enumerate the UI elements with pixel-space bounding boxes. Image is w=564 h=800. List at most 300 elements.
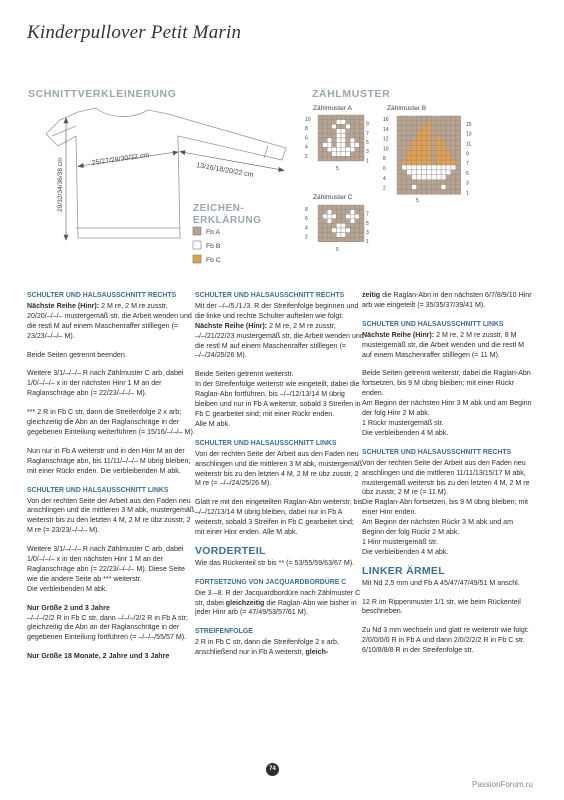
chart-cell	[431, 121, 436, 126]
chart-cell	[426, 185, 431, 190]
chart-c-grid	[318, 205, 364, 242]
chart-cell	[431, 116, 436, 121]
chart-cell	[412, 131, 417, 136]
page-number: 74	[266, 763, 279, 776]
zaehlmuster-title: ZÄHLMUSTER	[312, 88, 391, 100]
chart-cell	[446, 180, 451, 185]
legend-swatch-c	[193, 255, 201, 263]
chart-cell	[441, 116, 446, 121]
chart-cell	[341, 129, 346, 134]
row-number: 5	[336, 247, 339, 253]
paragraph: 1 Hinr mustergemäß str.	[362, 537, 439, 546]
chart-cell	[412, 126, 417, 131]
chart-cell	[422, 175, 427, 180]
chart-cell	[327, 133, 332, 138]
chart-cell	[323, 205, 328, 210]
chart-cell	[327, 115, 332, 120]
chart-cell	[327, 219, 332, 224]
chart-cell	[327, 205, 332, 210]
chart-cell	[318, 147, 323, 152]
paragraph: –/–/–/2/2 R in Fb C str, dann –/–/–/2/2 R in Fb A str; gleichzeitig die Abn an der Raglanschräge in der gegebenen Einteilung fortführen (= –/–/–/55/57 M).	[27, 613, 188, 642]
chart-cell	[336, 223, 341, 228]
chart-cell	[359, 147, 364, 152]
chart-cell	[451, 175, 456, 180]
chart-cell	[412, 121, 417, 126]
chart-cell	[359, 228, 364, 233]
chart-cell	[350, 129, 355, 134]
bold-lead: Nächste Reihe (Hinr):	[27, 301, 100, 310]
chart-cell	[451, 165, 456, 170]
chart-cell	[436, 126, 441, 131]
heading-schulter-links: SCHULTER UND HALSAUSSCHNITT LINKS	[27, 486, 169, 494]
legend-title-2: ERKLÄRUNG	[193, 215, 262, 226]
chart-cell	[318, 205, 323, 210]
chart-cell	[431, 145, 436, 150]
chart-cell	[318, 133, 323, 138]
chart-cell	[426, 160, 431, 165]
chart-cell	[441, 136, 446, 141]
chart-cell	[359, 120, 364, 125]
chart-cell	[407, 170, 412, 175]
chart-cell	[412, 175, 417, 180]
text-column-3	[362, 291, 532, 665]
chart-cell	[318, 237, 323, 242]
row-number: 2	[305, 153, 308, 160]
chart-cell	[412, 180, 417, 185]
chart-cell	[431, 160, 436, 165]
chart-cell	[422, 141, 427, 146]
label-c: Zählmuster C	[313, 194, 353, 201]
bold-lead: Nächste Reihe (Hinr):	[362, 330, 435, 339]
chart-cell	[355, 115, 360, 120]
chart-cell	[359, 115, 364, 120]
chart-cell	[422, 116, 427, 121]
chart-cell	[417, 121, 422, 126]
chart-cell	[397, 190, 402, 195]
chart-cell	[412, 145, 417, 150]
chart-cell	[417, 131, 422, 136]
chart-cell	[426, 131, 431, 136]
row-number: 2	[305, 234, 308, 241]
chart-cell	[323, 138, 328, 143]
chart-cell	[456, 141, 461, 146]
chart-cell	[346, 138, 351, 143]
chart-cell	[446, 170, 451, 175]
chart-cell	[407, 116, 412, 121]
row-number: 9	[366, 121, 369, 128]
chart-cell	[359, 233, 364, 238]
paragraph: 6/10/8/8/8 R in der Streifenfolge str.	[362, 646, 474, 655]
chart-a-grid	[318, 115, 364, 161]
chart-cell	[336, 214, 341, 219]
chart-cell	[426, 145, 431, 150]
paragraph: 2 M re, 2 M re zusstr, –/–/21/22/23 mustergemäß str, die Arbeit wenden und die restl M auf einem Maschenraffer stilllegen (= –/–/24/25/26 M).	[195, 321, 364, 360]
chart-cell	[446, 160, 451, 165]
chart-cell	[446, 116, 451, 121]
chart-cell	[446, 155, 451, 160]
chart-cell	[341, 156, 346, 161]
chart-cell	[426, 175, 431, 180]
chart-cell	[346, 156, 351, 161]
row-number: 1	[366, 158, 369, 165]
bold-lead: Nächste Reihe (Hinr):	[195, 321, 268, 330]
chart-cell	[336, 129, 341, 134]
chart-cell	[397, 141, 402, 146]
chart-cell	[451, 180, 456, 185]
chart-cell	[397, 131, 402, 136]
chart-cell	[436, 165, 441, 170]
chart-cell	[412, 170, 417, 175]
chart-cell	[402, 160, 407, 165]
chart-cell	[323, 233, 328, 238]
paragraph: Von der rechten Seite der Arbeit aus den Faden neu anschlingen und die mittleren 3 M abk, mustergemäß weiterstr bis zu den letzten 4 M, 2 M re übz zusstr, 2 M re (= –/–/24/25/26 M).	[195, 449, 363, 488]
chart-cell	[318, 120, 323, 125]
chart-cell	[422, 131, 427, 136]
paragraph: Am Beginn der nächsten Hinr 3 M abk und am Beginn der folg Hinr 2 M abk.	[362, 399, 532, 418]
chart-cell	[451, 185, 456, 190]
paragraph: Am Beginn der nächsten Rückr 3 M abk und am Beginn der folg Rückr 2 M abk.	[362, 518, 514, 537]
chart-cell	[359, 237, 364, 242]
chart-cell	[350, 143, 355, 148]
chart-cell	[350, 152, 355, 157]
row-number: 6	[383, 166, 386, 172]
chart-cell	[318, 214, 323, 219]
chart-cell	[451, 136, 456, 141]
chart-cell	[327, 129, 332, 134]
row-number: 8	[305, 207, 308, 213]
chart-cell	[431, 185, 436, 190]
chart-cell	[355, 143, 360, 148]
row-number: 7	[366, 211, 369, 218]
heading-linker-aermel: LINKER ÄRMEL	[362, 564, 445, 577]
chart-cell	[327, 214, 332, 219]
chart-cell	[412, 160, 417, 165]
chart-cell	[336, 228, 341, 233]
chart-cell	[412, 116, 417, 121]
chart-cell	[446, 145, 451, 150]
chart-cell	[327, 228, 332, 233]
chart-cell	[431, 180, 436, 185]
paragraph: In der Streifenfolge weiterstr wie eingeteilt, dabei die Raglan-Abn fortführen, bis –/–/12/13/14 M übrig bleiben und nur in Fb A weiterstr, sobald 3 Streifen in Fb C gearbeitet sind; mit einer Rückr enden.	[195, 380, 361, 418]
chart-cell	[431, 150, 436, 155]
paragraph: Weitere 3/1/–/–/– R nach Zählmuster C arb, dabei 1/0/–/–/– x in der nächsten Hinr 1 M an der Raglanschräge abn (= 22/23/–/–/– M).	[27, 369, 184, 398]
chart-cell	[412, 136, 417, 141]
paragraph: Die 3.–8. R der Jacquardbordüre nach Zählmuster C str, dabei	[195, 588, 361, 607]
chart-cell	[456, 160, 461, 165]
chart-cell	[397, 155, 402, 160]
chart-cell	[341, 124, 346, 129]
chart-cell	[407, 136, 412, 141]
chart-cell	[446, 126, 451, 131]
chart-cell	[318, 152, 323, 157]
chart-cell	[332, 147, 337, 152]
chart-cell	[336, 138, 341, 143]
heading-schulter-rechts-2: SCHULTER UND HALSAUSSCHNITT RECHTS	[195, 292, 345, 299]
row-number: 8	[305, 126, 308, 133]
chart-cell	[341, 214, 346, 219]
chart-cell	[417, 141, 422, 146]
chart-cell	[332, 156, 337, 161]
chart-cell	[397, 116, 402, 121]
chart-cell	[436, 141, 441, 146]
chart-cell	[456, 175, 461, 180]
row-number: 2	[383, 185, 386, 192]
chart-cell	[327, 237, 332, 242]
chart-cell	[318, 228, 323, 233]
chart-cell	[412, 185, 417, 190]
chart-cell	[402, 136, 407, 141]
chart-cell	[456, 165, 461, 170]
chart-cell	[350, 115, 355, 120]
chart-cell	[332, 205, 337, 210]
chart-cell	[318, 210, 323, 215]
heading-schulter-links-3: SCHULTER UND HALSAUSSCHNITT LINKS	[362, 320, 504, 328]
chart-cell	[441, 180, 446, 185]
chart-cell	[451, 170, 456, 175]
chart-cell	[327, 120, 332, 125]
chart-cell	[456, 190, 461, 195]
chart-cell	[402, 170, 407, 175]
chart-cell	[350, 205, 355, 210]
chart-cell	[417, 126, 422, 131]
chart-cell	[341, 210, 346, 215]
row-number: 16	[383, 117, 389, 123]
legend-label-c: Fb C	[206, 257, 221, 264]
chart-cell	[422, 160, 427, 165]
chart-cell	[431, 175, 436, 180]
row-number: 15	[466, 121, 472, 128]
chart-cell	[436, 160, 441, 165]
chart-cell	[355, 214, 360, 219]
paragraph: Beide Seiten getrennt weiterstr.	[195, 370, 294, 379]
chart-cell	[402, 180, 407, 185]
chart-cell	[341, 228, 346, 233]
chart-cell	[332, 223, 337, 228]
chart-cell	[441, 165, 446, 170]
chart-cell	[431, 131, 436, 136]
chart-cell	[426, 141, 431, 146]
chart-cell	[407, 165, 412, 170]
chart-cell	[397, 160, 402, 165]
chart-cell	[318, 233, 323, 238]
label-a: Zählmuster A	[313, 105, 352, 112]
chart-cell	[341, 143, 346, 148]
chart-cell	[355, 120, 360, 125]
chart-cell	[426, 150, 431, 155]
chart-cell	[436, 136, 441, 141]
chart-cell	[323, 133, 328, 138]
row-number: 5	[336, 166, 339, 172]
chart-cell	[456, 136, 461, 141]
chart-b-grid	[397, 116, 461, 194]
chart-cell	[336, 152, 341, 157]
chart-cell	[417, 155, 422, 160]
chart-cell	[451, 121, 456, 126]
heading-schulter-links-2: SCHULTER UND HALSAUSSCHNITT LINKS	[195, 439, 337, 447]
paragraph: 2/0/0/0/0 R in Fb A und dann 2/0/2/2/2 R in Fb C str.	[362, 636, 525, 645]
chart-cell	[346, 152, 351, 157]
row-number: 10	[305, 117, 311, 123]
chart-cell	[397, 121, 402, 126]
paragraph: Beide Seiten getrennt weiterstr, dabei die Raglan-Abn fortsetzen, bis 9 M übrig bleiben; mit einer Rückr enden.	[362, 369, 531, 398]
chart-cell	[426, 136, 431, 141]
row-number: 4	[305, 225, 308, 232]
chart-cell	[456, 185, 461, 190]
chart-cell	[332, 115, 337, 120]
chart-cell	[341, 223, 346, 228]
chart-cell	[407, 160, 412, 165]
chart-cell	[456, 121, 461, 126]
chart-cell	[350, 156, 355, 161]
chart-cell	[451, 116, 456, 121]
row-number: 9	[466, 151, 469, 158]
paragraph: Von der rechten Seite der Arbeit aus den Faden neu anschlingen und die mittleren 3 M abk, mustergemäß weiterstr bis zu den letzten 4 M, 2 M re übz zusstr, 2 M re (= 23/23/–/–/– M).	[27, 496, 195, 535]
row-number: 5	[466, 170, 469, 177]
chart-cell	[355, 223, 360, 228]
chart-cell	[355, 210, 360, 215]
chart-cell	[332, 124, 337, 129]
heading-schulter-rechts-3: SCHULTER UND HALSAUSSCHNITT RECHTS	[362, 448, 512, 456]
chart-cell	[436, 121, 441, 126]
chart-cell	[323, 214, 328, 219]
paragraph: die Raglan-Abn in den nächsten 6/7/8/9/10 Hinr arb wie eingeteilt (= 35/35/37/39/41 M).	[362, 291, 532, 309]
chart-cell	[431, 136, 436, 141]
chart-cell	[436, 190, 441, 195]
chart-cell	[441, 145, 446, 150]
chart-cell	[359, 138, 364, 143]
row-number: 6	[305, 135, 308, 142]
bold-word: gleich-	[305, 648, 329, 657]
chart-cell	[441, 190, 446, 195]
paragraph: Nun nur in Fb A weiterstr und in den Hinr M an der Raglanschräge abn, bis 11/11/–/–/– M übrig bleiben; mit einer Rückr enden. Die verbleibenden M abk.	[27, 446, 191, 475]
chart-cell	[350, 147, 355, 152]
chart-cell	[451, 141, 456, 146]
chart-cell	[436, 170, 441, 175]
chart-cell	[412, 165, 417, 170]
row-number: 4	[383, 175, 386, 182]
chart-cell	[332, 237, 337, 242]
chart-cell	[355, 205, 360, 210]
legend-swatch-a	[193, 227, 201, 235]
chart-cell	[426, 165, 431, 170]
chart-cell	[346, 147, 351, 152]
chart-cell	[346, 214, 351, 219]
chart-cell	[323, 115, 328, 120]
paragraph: Zu Nd 3 mm wechseln und glatt re weiterstr wie folgt:	[362, 626, 529, 635]
chart-cell	[441, 126, 446, 131]
chart-cell	[431, 141, 436, 146]
chart-cell	[417, 160, 422, 165]
chart-cell	[336, 147, 341, 152]
chart-cell	[446, 136, 451, 141]
chart-cell	[336, 120, 341, 125]
chart-cell	[422, 170, 427, 175]
chart-cell	[346, 228, 351, 233]
row-number: 4	[305, 144, 308, 151]
chart-cell	[336, 219, 341, 224]
chart-cell	[431, 155, 436, 160]
bold-lead: Nur Größe 2 und 3 Jahre	[27, 603, 110, 612]
chart-cell	[341, 219, 346, 224]
paragraph: Die verbleibenden 4 M abk.	[362, 547, 449, 556]
chart-cell	[350, 120, 355, 125]
chart-cell	[407, 155, 412, 160]
chart-cell	[336, 237, 341, 242]
chart-cell	[350, 138, 355, 143]
chart-cell	[402, 155, 407, 160]
chart-cell	[436, 180, 441, 185]
chart-cell	[346, 143, 351, 148]
chart-cell	[402, 116, 407, 121]
chart-cell	[422, 121, 427, 126]
chart-cell	[346, 129, 351, 134]
chart-cell	[355, 129, 360, 134]
chart-cell	[407, 180, 412, 185]
chart-cell	[323, 124, 328, 129]
chart-cell	[451, 160, 456, 165]
chart-cell	[355, 152, 360, 157]
chart-cell	[355, 228, 360, 233]
chart-cell	[422, 155, 427, 160]
chart-cell	[456, 126, 461, 131]
chart-cell	[407, 190, 412, 195]
row-number: 5	[366, 220, 369, 227]
chart-cell	[341, 152, 346, 157]
chart-cell	[323, 237, 328, 242]
chart-cell	[436, 185, 441, 190]
chart-cell	[350, 133, 355, 138]
chart-cell	[422, 150, 427, 155]
legend-label-a: Fb A	[206, 229, 220, 236]
row-number: 13	[466, 131, 472, 138]
chart-cell	[441, 170, 446, 175]
text-column-1	[27, 291, 197, 671]
chart-cell	[350, 228, 355, 233]
chart-cell	[346, 133, 351, 138]
chart-cell	[412, 190, 417, 195]
chart-cell	[422, 180, 427, 185]
chart-cell	[336, 115, 341, 120]
chart-cell	[431, 165, 436, 170]
chart-cell	[417, 165, 422, 170]
chart-cell	[407, 121, 412, 126]
label-b: Zählmuster B	[387, 105, 427, 112]
chart-cell	[327, 223, 332, 228]
paragraph: Alle M abk.	[195, 419, 231, 428]
chart-cell	[332, 120, 337, 125]
chart-cell	[359, 156, 364, 161]
chart-cell	[318, 143, 323, 148]
chart-cell	[346, 124, 351, 129]
row-number: 5	[366, 140, 369, 146]
paragraph: 2 R in Fb C str, dann die Streifenfolge 2 x arb, anschließend nur in Fb A weiterstr,	[195, 638, 339, 657]
paragraph: Die Raglan-Abn fortsetzen, bis 9 M übrig bleiben; mit einer Hinr enden.	[362, 498, 528, 517]
chart-cell	[350, 233, 355, 238]
paragraph: Weitere 3/1/–/–/– R nach Zählmuster C arb, dabei 1/0/–/–/– x in den nächsten Hinr 1 M an der Raglanschräge abn (= 22/23/–/–/– M). Diese Seite wie die andere Seite ab *** weiterstr.	[27, 545, 185, 583]
chart-cell	[350, 219, 355, 224]
legend-label-b: Fb B	[206, 243, 221, 250]
chart-cell	[407, 145, 412, 150]
chart-cell	[417, 190, 422, 195]
chart-cell	[359, 223, 364, 228]
chart-cell	[332, 210, 337, 215]
chart-cell	[336, 210, 341, 215]
chart-cell	[336, 133, 341, 138]
chart-cell	[327, 138, 332, 143]
chart-cell	[336, 124, 341, 129]
paragraph: Die verbleibenden 4 M abk.	[362, 428, 449, 437]
chart-cell	[397, 165, 402, 170]
